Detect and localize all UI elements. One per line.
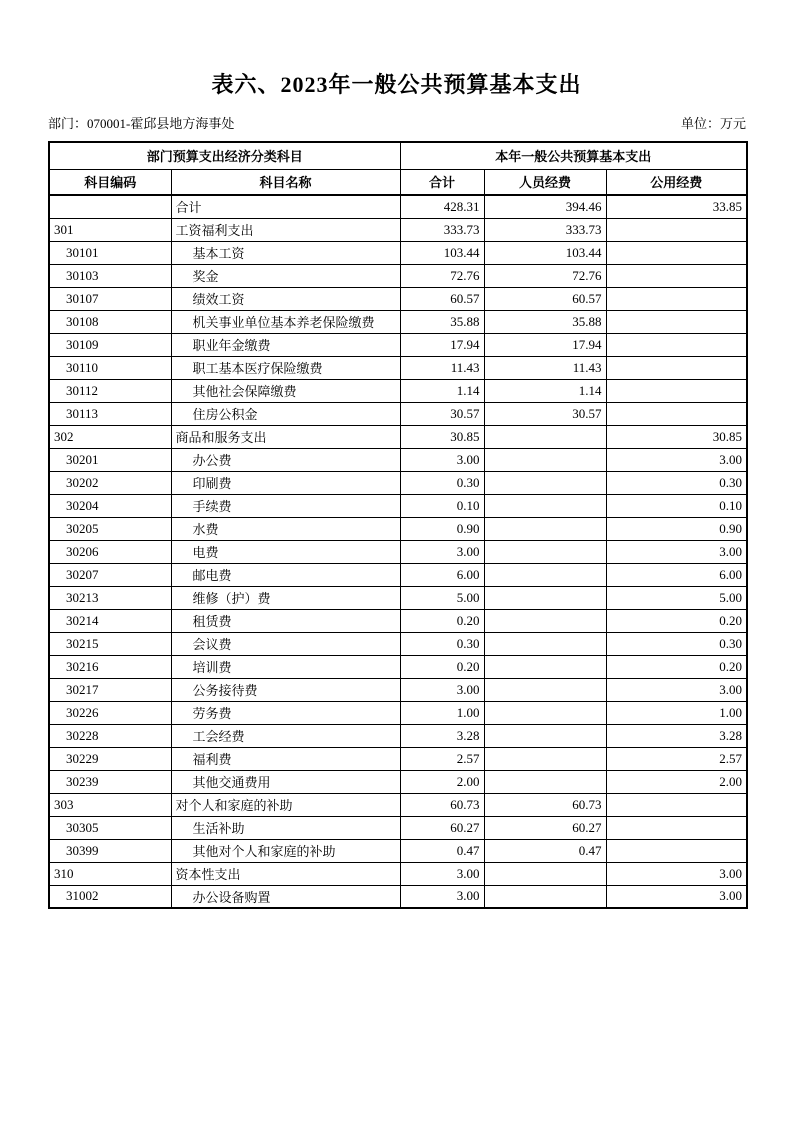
table-row [49,609,747,632]
table-row [49,678,747,701]
cell-subject-name: 办公设备购置 [171,885,400,908]
cell-personnel [484,494,606,517]
cell-public [606,310,747,333]
cell-subject-name: 工资福利支出 [171,218,400,241]
cell-subject-code: 30108 [49,310,171,333]
cell-public [606,793,747,816]
cell-personnel [484,609,606,632]
cell-personnel: 60.73 [484,793,606,816]
cell-public [606,402,747,425]
cell-personnel: 103.44 [484,241,606,264]
cell-subject-code [49,195,171,218]
cell-public: 0.20 [606,609,747,632]
header-columns-row [49,169,747,195]
col-header-subject-name: 科目名称 [171,169,400,195]
cell-total: 60.27 [400,816,484,839]
table-row [49,379,747,402]
cell-total: 103.44 [400,241,484,264]
header-group-basic-expenditure: 本年一般公共预算基本支出 [400,142,747,169]
table-row [49,333,747,356]
cell-personnel [484,678,606,701]
cell-total: 428.31 [400,195,484,218]
cell-subject-name: 其他对个人和家庭的补助 [171,839,400,862]
cell-subject-code: 30226 [49,701,171,724]
cell-personnel [484,586,606,609]
cell-subject-code: 30107 [49,287,171,310]
cell-personnel [484,563,606,586]
cell-subject-name: 职业年金缴费 [171,333,400,356]
table-row [49,494,747,517]
page-title: 表六、2023年一般公共预算基本支出 [211,72,582,97]
cell-subject-code: 30228 [49,724,171,747]
cell-personnel: 0.47 [484,839,606,862]
cell-personnel: 35.88 [484,310,606,333]
cell-public: 3.00 [606,448,747,471]
table-row [49,517,747,540]
table-row [49,310,747,333]
table-row [49,425,747,448]
cell-total: 3.00 [400,862,484,885]
cell-subject-code: 30103 [49,264,171,287]
cell-subject-code: 302 [49,425,171,448]
cell-subject-name: 印刷费 [171,471,400,494]
cell-subject-name: 福利费 [171,747,400,770]
cell-total: 6.00 [400,563,484,586]
cell-total: 0.30 [400,471,484,494]
table-row [49,793,747,816]
cell-personnel [484,540,606,563]
cell-subject-name: 工会经费 [171,724,400,747]
cell-subject-name: 基本工资 [171,241,400,264]
cell-subject-name: 奖金 [171,264,400,287]
cell-public [606,333,747,356]
cell-subject-name: 电费 [171,540,400,563]
cell-personnel: 30.57 [484,402,606,425]
cell-total: 3.00 [400,678,484,701]
cell-total: 2.57 [400,747,484,770]
table-row [49,632,747,655]
unit-label: 单位：万元 [680,116,746,131]
cell-subject-name: 邮电费 [171,563,400,586]
cell-subject-name: 绩效工资 [171,287,400,310]
cell-total: 35.88 [400,310,484,333]
cell-subject-name: 职工基本医疗保险缴费 [171,356,400,379]
cell-public: 3.00 [606,885,747,908]
cell-subject-name: 其他交通费用 [171,770,400,793]
cell-personnel: 72.76 [484,264,606,287]
cell-subject-code: 30205 [49,517,171,540]
cell-public: 3.00 [606,862,747,885]
cell-public: 30.85 [606,425,747,448]
cell-total: 72.76 [400,264,484,287]
table-row [49,724,747,747]
cell-public: 33.85 [606,195,747,218]
cell-subject-name: 培训费 [171,655,400,678]
cell-total: 333.73 [400,218,484,241]
cell-personnel [484,425,606,448]
cell-total: 0.20 [400,655,484,678]
cell-total: 5.00 [400,586,484,609]
col-header-subject-code: 科目编码 [49,169,171,195]
col-header-total: 合计 [400,169,484,195]
table-row [49,356,747,379]
table-row [49,448,747,471]
cell-personnel: 17.94 [484,333,606,356]
cell-subject-name: 资本性支出 [171,862,400,885]
cell-total: 0.30 [400,632,484,655]
cell-subject-name: 公务接待费 [171,678,400,701]
cell-total: 2.00 [400,770,484,793]
cell-personnel [484,885,606,908]
cell-personnel [484,632,606,655]
cell-personnel: 333.73 [484,218,606,241]
cell-subject-code: 30207 [49,563,171,586]
cell-subject-code: 30109 [49,333,171,356]
cell-public [606,218,747,241]
cell-subject-name: 对个人和家庭的补助 [171,793,400,816]
cell-subject-name: 住房公积金 [171,402,400,425]
cell-total: 60.57 [400,287,484,310]
cell-public: 0.30 [606,471,747,494]
cell-public: 2.00 [606,770,747,793]
cell-public [606,816,747,839]
table-header [49,142,747,195]
cell-personnel [484,747,606,770]
table-row [49,747,747,770]
cell-public [606,287,747,310]
cell-personnel [484,724,606,747]
cell-public: 6.00 [606,563,747,586]
cell-public: 0.10 [606,494,747,517]
cell-public: 0.90 [606,517,747,540]
table-row [49,862,747,885]
cell-subject-name: 手续费 [171,494,400,517]
cell-public: 3.00 [606,540,747,563]
cell-public: 1.00 [606,701,747,724]
cell-total: 3.00 [400,540,484,563]
cell-public [606,379,747,402]
cell-subject-code: 30217 [49,678,171,701]
cell-subject-name: 水费 [171,517,400,540]
col-header-public-funds: 公用经费 [606,169,747,195]
cell-public [606,264,747,287]
col-header-personnel-funds: 人员经费 [484,169,606,195]
cell-public [606,356,747,379]
cell-public: 3.00 [606,678,747,701]
cell-personnel [484,517,606,540]
cell-total: 11.43 [400,356,484,379]
cell-public: 0.30 [606,632,747,655]
cell-subject-code: 30239 [49,770,171,793]
cell-subject-code: 30399 [49,839,171,862]
cell-public [606,839,747,862]
cell-subject-name: 机关事业单位基本养老保险缴费 [171,310,400,333]
cell-subject-code: 30213 [49,586,171,609]
table-row [49,885,747,908]
cell-subject-code: 30229 [49,747,171,770]
budget-table [48,141,748,909]
cell-total: 17.94 [400,333,484,356]
table-row [49,241,747,264]
cell-personnel [484,862,606,885]
cell-subject-name: 劳务费 [171,701,400,724]
cell-total: 3.28 [400,724,484,747]
table-row [49,264,747,287]
cell-subject-code: 30110 [49,356,171,379]
table-row [49,701,747,724]
table-row [49,287,747,310]
cell-personnel: 11.43 [484,356,606,379]
cell-total: 60.73 [400,793,484,816]
cell-personnel: 60.57 [484,287,606,310]
cell-total: 3.00 [400,885,484,908]
cell-subject-code: 30215 [49,632,171,655]
cell-subject-name: 租赁费 [171,609,400,632]
cell-total: 0.20 [400,609,484,632]
cell-subject-code: 303 [49,793,171,816]
cell-personnel [484,448,606,471]
cell-subject-code: 30112 [49,379,171,402]
cell-subject-code: 30214 [49,609,171,632]
table-row [49,770,747,793]
cell-personnel [484,770,606,793]
table-row [49,563,747,586]
cell-subject-code: 30206 [49,540,171,563]
cell-subject-name: 其他社会保障缴费 [171,379,400,402]
table-row [49,655,747,678]
table-row [49,839,747,862]
cell-total: 0.10 [400,494,484,517]
cell-subject-code: 310 [49,862,171,885]
table-row [49,195,747,218]
cell-subject-name: 维修（护）费 [171,586,400,609]
header-group-economic-classification: 部门预算支出经济分类科目 [49,142,400,169]
table-row [49,816,747,839]
cell-subject-code: 30101 [49,241,171,264]
cell-public: 5.00 [606,586,747,609]
cell-personnel [484,701,606,724]
cell-total: 3.00 [400,448,484,471]
cell-subject-name: 商品和服务支出 [171,425,400,448]
meta-row [48,116,746,131]
header-group-row [49,142,747,169]
cell-total: 30.57 [400,402,484,425]
cell-subject-code: 30202 [49,471,171,494]
cell-public: 3.28 [606,724,747,747]
cell-subject-code: 30216 [49,655,171,678]
table-row [49,540,747,563]
cell-subject-name: 合计 [171,195,400,218]
cell-total: 0.47 [400,839,484,862]
cell-subject-code: 30113 [49,402,171,425]
cell-personnel: 394.46 [484,195,606,218]
cell-total: 0.90 [400,517,484,540]
department-label: 部门：070001-霍邱县地方海事处 [48,116,235,131]
cell-total: 1.14 [400,379,484,402]
cell-subject-code: 30305 [49,816,171,839]
cell-personnel: 1.14 [484,379,606,402]
cell-subject-name: 生活补助 [171,816,400,839]
cell-subject-name: 办公费 [171,448,400,471]
cell-personnel: 60.27 [484,816,606,839]
cell-total: 30.85 [400,425,484,448]
table-body [49,195,747,908]
cell-personnel [484,655,606,678]
cell-subject-code: 30201 [49,448,171,471]
table-row [49,471,747,494]
cell-public [606,241,747,264]
cell-public: 0.20 [606,655,747,678]
cell-personnel [484,471,606,494]
cell-subject-code: 31002 [49,885,171,908]
cell-subject-code: 30204 [49,494,171,517]
table-row [49,218,747,241]
cell-subject-code: 301 [49,218,171,241]
table-row [49,402,747,425]
cell-total: 1.00 [400,701,484,724]
cell-public: 2.57 [606,747,747,770]
table-row [49,586,747,609]
cell-subject-name: 会议费 [171,632,400,655]
